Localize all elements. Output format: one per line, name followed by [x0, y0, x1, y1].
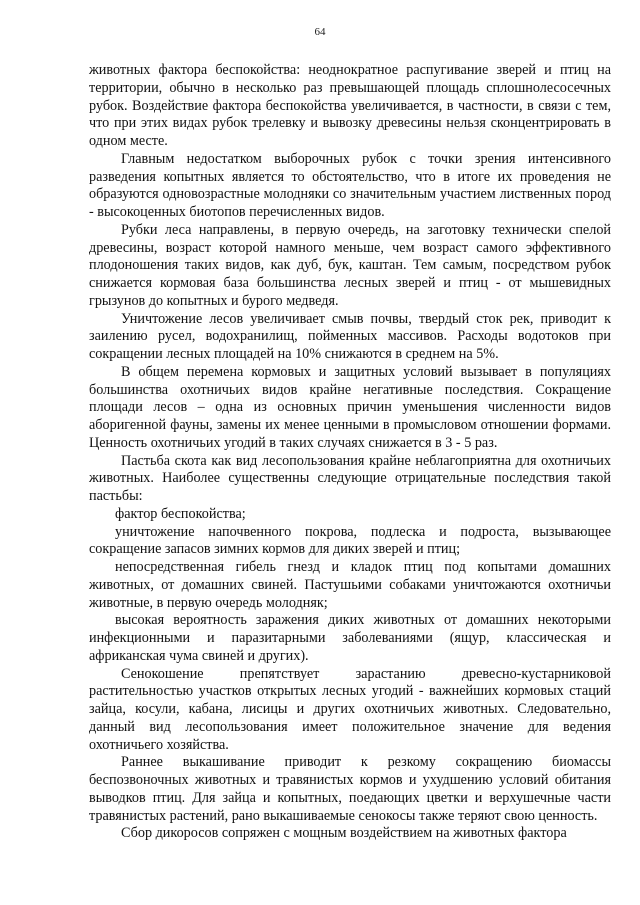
paragraph-2: Главным недостатком выборочных рубок с точки зрения интенсивного разведения копытных является то обстоятельство, что в итоге их проведения не образуются одновозрастные молодняки со значительным участием лиственных пород - высокоценных биотопов перечисленных видов. [89, 150, 611, 220]
paragraph-9: Сбор дикоросов сопряжен с мощным воздействием на животных фактора [121, 825, 567, 842]
paragraph-7: Сенокошение препятствует зарастанию древесно-кустарниковой растительностью участков открытых лесных угодий - важнейших кормовых стаций зайца, косули, кабана, лисицы и других охотничьих животных. Следовательно, данный вид лесопользования имеет положительное значение для ведения охотничьего хозяйства. [89, 665, 611, 753]
list-item-2: уничтожение напочвенного покрова, подлеска и подроста, вызывающее сокращение запасов зимних кормов для диких зверей и птиц; [89, 523, 611, 558]
list-item-3: непосредственная гибель гнезд и кладок птиц под копытами домашних животных, от домашних свиней. Пастушьими собаками уничтожаются охотничьи животные, в первую очередь молодняк; [89, 559, 611, 611]
paragraph-5: В общем перемена кормовых и защитных условий вызывает в популяциях большинства охотничьих видов крайне негативные последствия. Сокращение площади лесов – одна из основных причин уменьшения численности видов аборигенной фауны, замены их менее ценными в промысловом отношении формами. Ценность охотничьих угодий в таких случаях снижается в 3 - 5 раз. [89, 363, 611, 451]
paragraph-1: животных фактора беспокойства: неоднократное распугивание зверей и птиц на территории, обычно в несколько раз превышающей площадь сплошнолесосечных рубок. Воздействие фактора беспокойства увеличивается, в частности, в связи с тем, что при этих видах рубок трелевку и вывозку древесины нельзя сконцентрировать в одном месте. [89, 62, 611, 149]
paragraph-6: Пастьба скота как вид лесопользования крайне неблагоприятна для охотничьих животных. Наиболее существенны следующие отрицательные последствия такой пастьбы: [89, 452, 611, 504]
list-item-1: фактор беспокойства; [115, 505, 246, 522]
paragraph-3: Рубки леса направлены, в первую очередь, на заготовку технически спелой древесины, возраст которой намного меньше, чем возраст самого эффективного плодоношения таких видов, как дуб, бук, каштан. Тем самым, посредством рубок снижается кормовая база большинства лесных зверей и птиц - от мышевидных грызунов до копытных и бурого медведя. [89, 221, 611, 309]
paragraph-8: Раннее выкашивание приводит к резкому сокращению биомассы беспозвоночных животных и травянистых кормов и ухудшению условий обитания выводков птиц. Для зайца и копытных, поедающих цветки и верхушечные части травянистых растений, рано выкашиваемые сенокосы также теряют свою ценность. [89, 754, 611, 824]
page-body [89, 62, 611, 843]
paragraph-4: Уничтожение лесов увеличивает смыв почвы, твердый сток рек, приводит к заилению русел, водохранилищ, пойменных массивов. Расходы водотоков при сокращении лесных площадей на 10% снижаются в среднем на 5%. [89, 310, 611, 362]
list-item-4: высокая вероятность заражения диких животных от домашних некоторыми инфекционными и паразитарными заболеваниями (ящур, классическая и африканская чума свиней и других). [89, 612, 611, 664]
page-number: 64 [314, 26, 326, 38]
